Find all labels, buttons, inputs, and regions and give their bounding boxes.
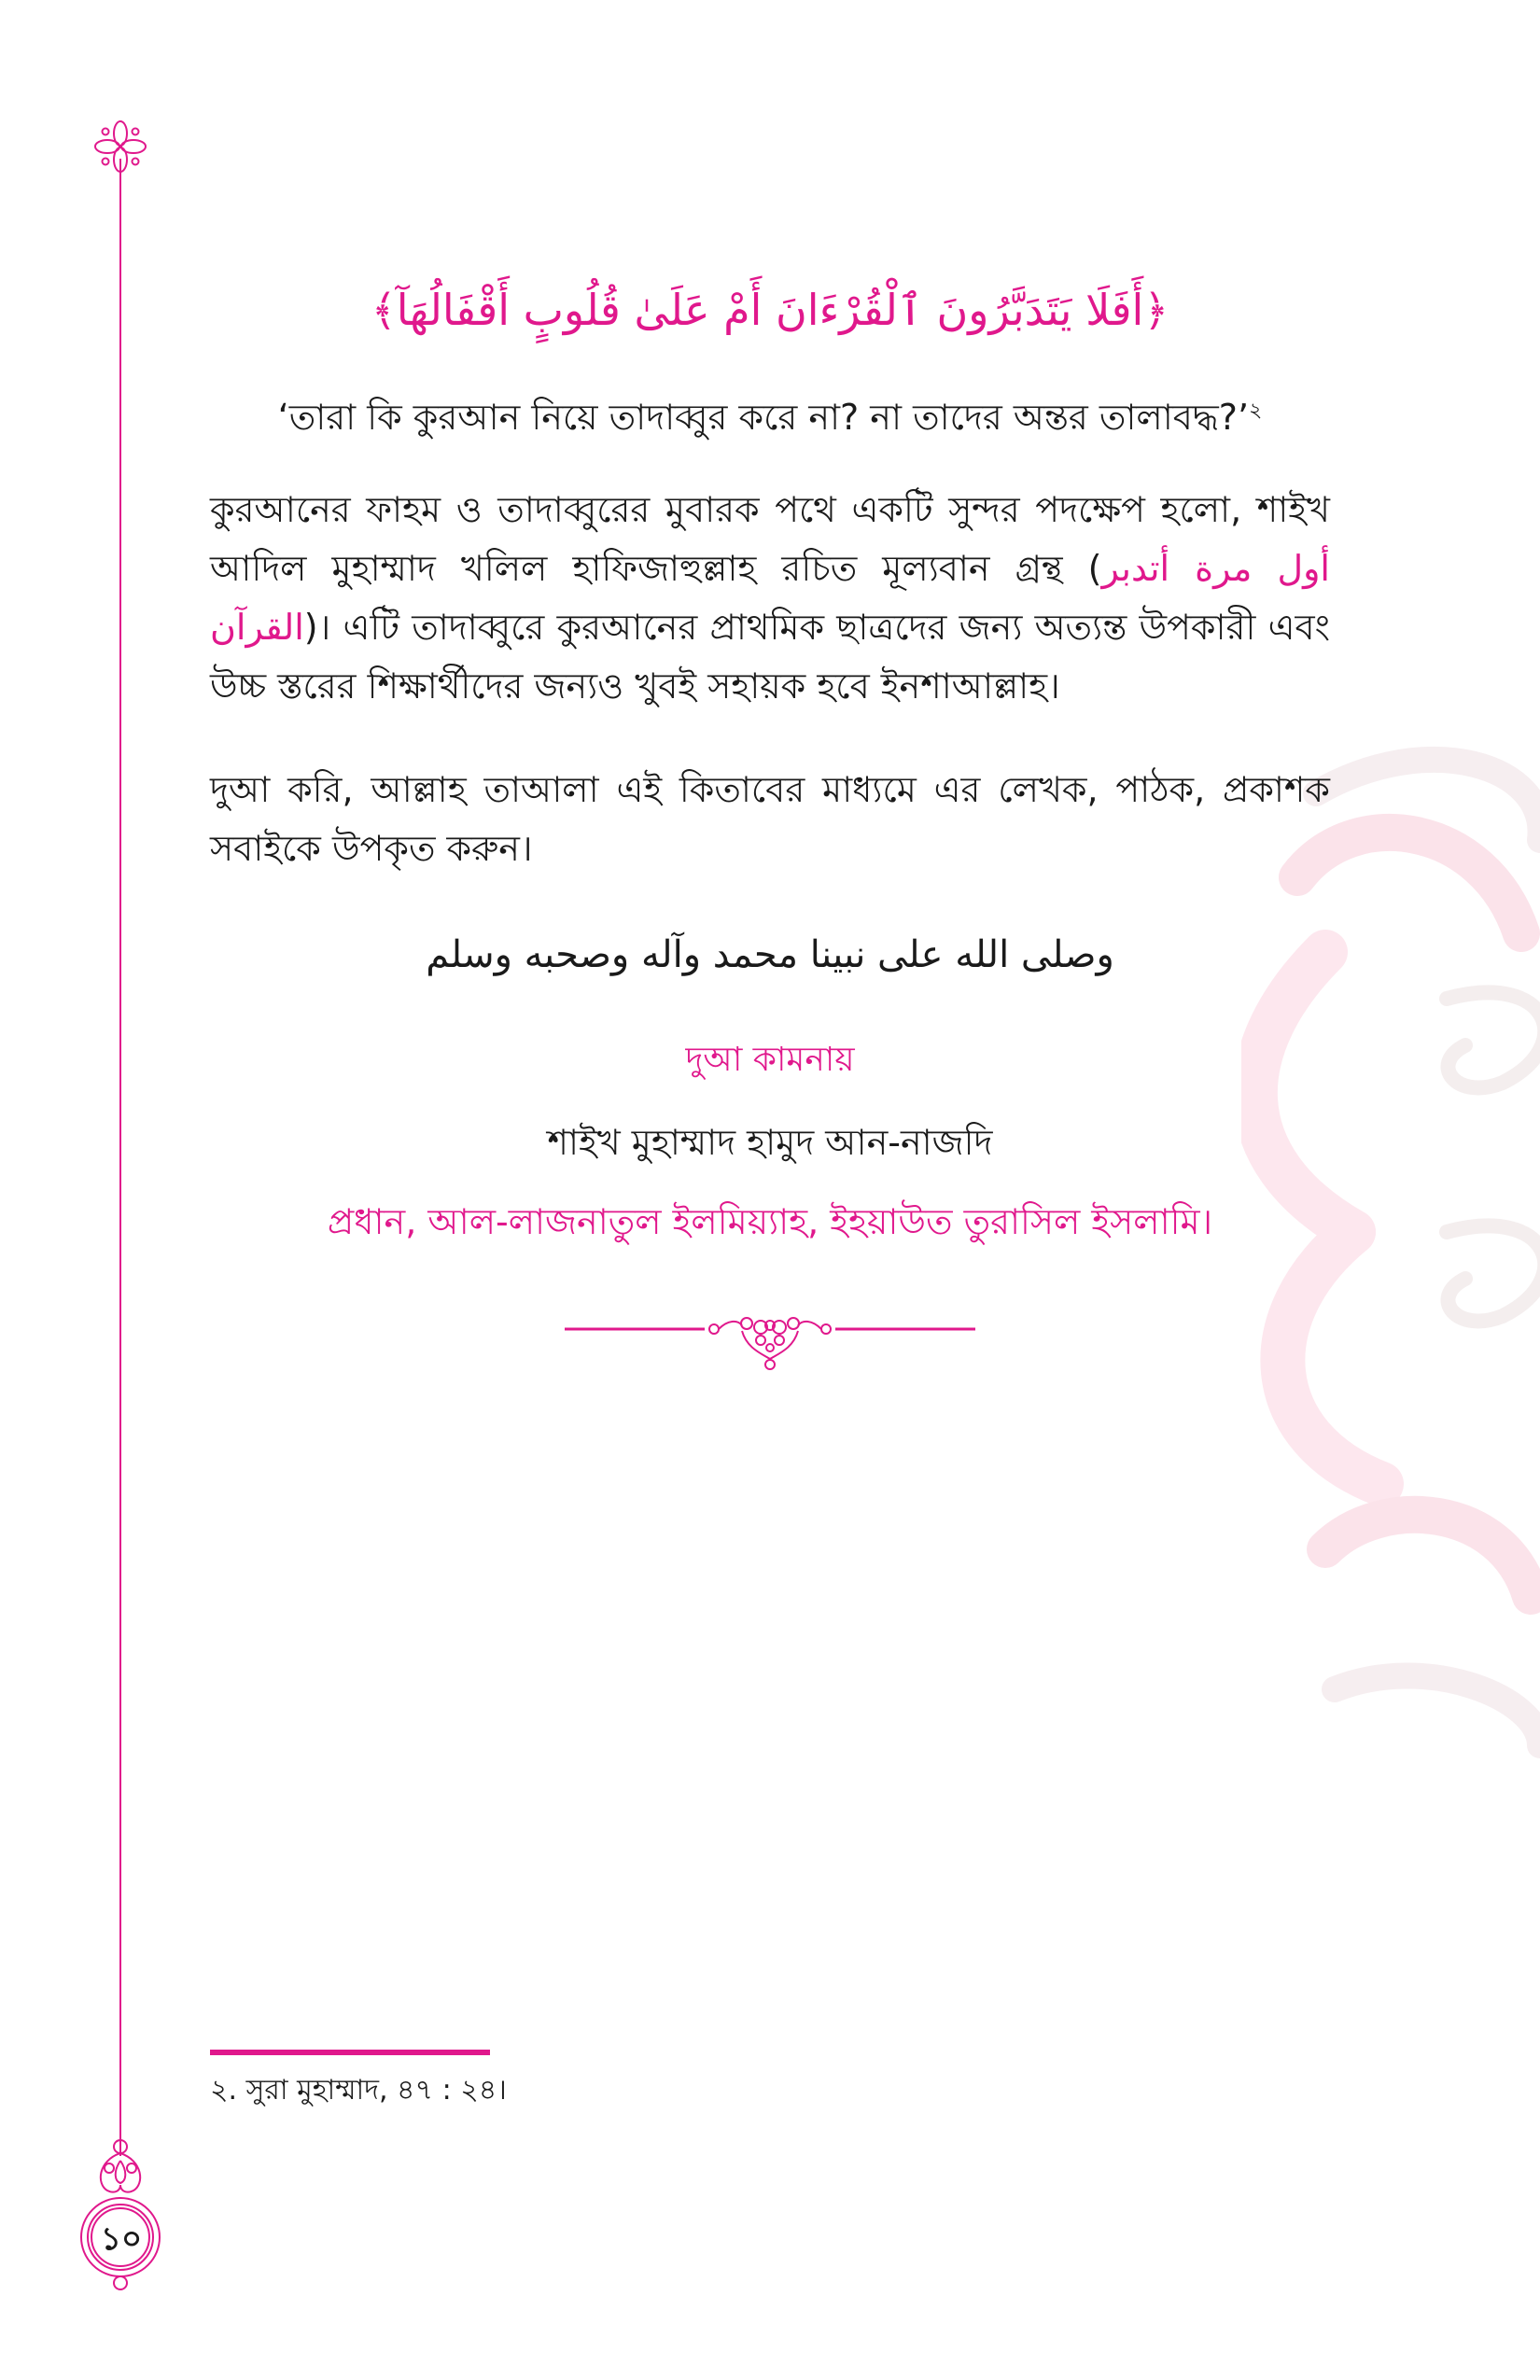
background-ornament [1241,709,1540,1923]
author-title: প্রধান, আল-লাজনাতুল ইলমিয়্যাহ, ইহয়াউত তুরাসিল ইসলামি। [327,1201,1213,1242]
intro-paragraph-text-2: )। এটি তাদাব্বুরে কুরআনের প্রাথমিক ছাত্রদের জন্য অত্যন্ত উপকারী এবং উচ্চ স্তরের শিক্ষার্থীদের জন্যও খুবই সহায়ক হবে ইনশাআল্লাহ। [210,607,1330,707]
author-name: শাইখ মুহাম্মাদ হামুদ আন-নাজদি [547,1122,993,1163]
verse-translation-text: ‘তারা কি কুরআন নিয়ে তাদাব্বুর করে না? না তাদের অন্তর তালাবদ্ধ?’ [277,397,1250,438]
page-number-pendant-icon [70,2133,173,2291]
page-number: ১০ [100,2220,143,2258]
dua-label: দুআ কামনায় [685,1041,855,1079]
intro-paragraph [210,481,1330,716]
book-title-arabic: أول مرة أتدبر القرآن [210,548,1330,648]
footnote-reference[interactable]: ২ [1249,399,1263,423]
intro-paragraph-text-1: কুরআনের ফাহম ও তাদাব্বুরের মুবারক পথে একটি সুন্দর পদক্ষেপ হলো, শাইখ আদিল মুহাম্মাদ খলিল হাফিজাহুল্লাহ রচিত মূল্যবান গ্রন্থ ( [210,489,1330,589]
verse-translation [210,390,1330,450]
quran-verse-arabic: ﴿أَفَلَا يَتَدَبَّرُونَ ٱلْقُرْءَانَ أَمْ عَلَىٰ قُلُوبٍ أَقْفَالُهَآ﴾ [371,285,1169,335]
margin-rule [119,159,121,2156]
flower-ornament-icon [93,119,147,174]
ornamental-divider-icon [565,1307,975,1372]
footnote-separator [210,2050,490,2055]
salawat-arabic: وصلى الله على نبينا محمد وآله وصحبه وسلم [426,933,1114,976]
footnote-1: ২. সুরা মুহাম্মাদ, ৪৭ : ২৪। [210,2074,507,2107]
dua-paragraph: দুআ করি, আল্লাহ তাআলা এই কিতাবের মাধ্যমে এর লেখক, পাঠক, প্রকাশক সবাইকে উপকৃত করুন। [210,769,1330,869]
